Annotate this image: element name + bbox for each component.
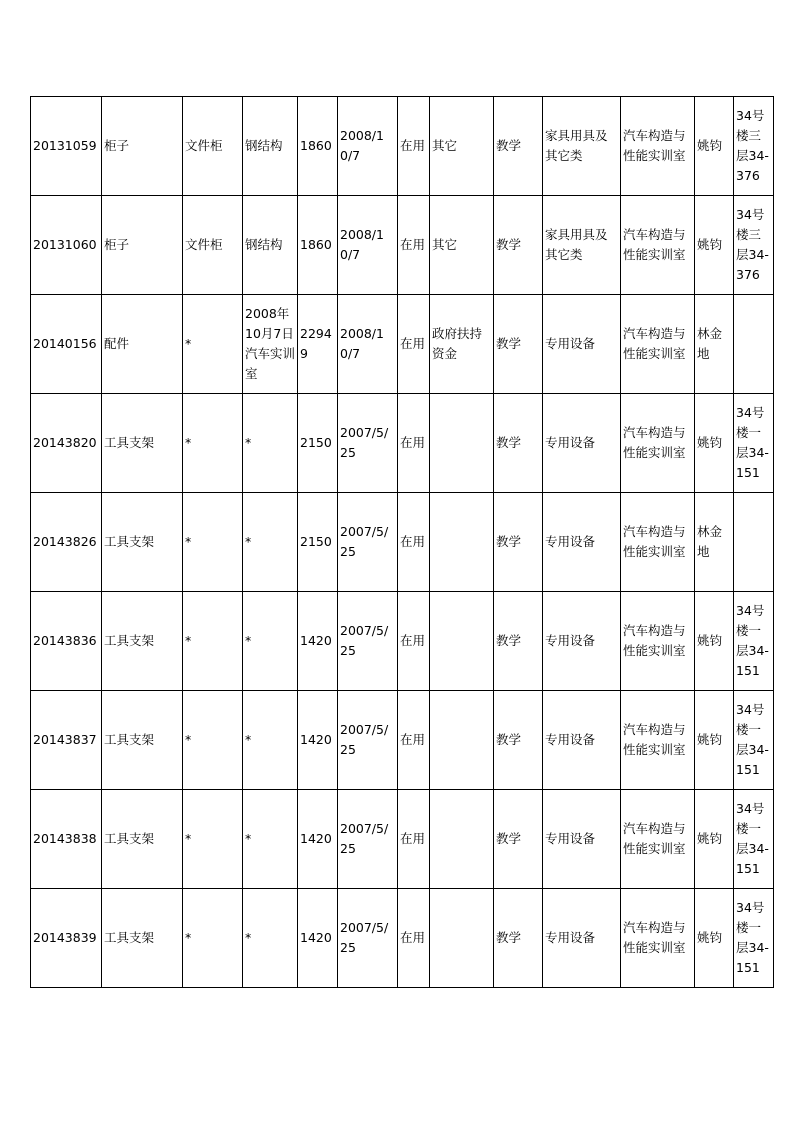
price-cell: 1420 <box>298 592 338 691</box>
spec-cell: 钢结构 <box>243 97 298 196</box>
usage-cell: 教学 <box>494 493 543 592</box>
purchase-date-cell: 2008/10/7 <box>338 97 398 196</box>
keeper-cell: 林金地 <box>695 295 734 394</box>
funding-source-cell <box>430 691 494 790</box>
keeper-cell: 姚钧 <box>695 691 734 790</box>
purchase-date-cell: 2007/5/25 <box>338 493 398 592</box>
funding-source-cell <box>430 394 494 493</box>
price-cell: 1420 <box>298 790 338 889</box>
price-cell: 2150 <box>298 493 338 592</box>
price-cell: 1420 <box>298 889 338 988</box>
spec-cell: * <box>243 592 298 691</box>
asset-id-cell: 20143836 <box>31 592 102 691</box>
category-cell: 家具用具及其它类 <box>543 196 621 295</box>
model-cell: * <box>183 295 243 394</box>
price-cell: 1860 <box>298 97 338 196</box>
funding-source-cell <box>430 790 494 889</box>
purchase-date-cell: 2007/5/25 <box>338 592 398 691</box>
model-cell: * <box>183 790 243 889</box>
spec-cell: * <box>243 889 298 988</box>
location-cell <box>734 493 774 592</box>
table-row <box>31 97 774 196</box>
model-cell: * <box>183 394 243 493</box>
status-cell: 在用 <box>398 196 430 295</box>
asset-name-cell: 工具支架 <box>102 394 183 493</box>
keeper-cell: 姚钧 <box>695 394 734 493</box>
table-row <box>31 196 774 295</box>
price-cell: 1860 <box>298 196 338 295</box>
asset-name-cell: 工具支架 <box>102 691 183 790</box>
category-cell: 专用设备 <box>543 790 621 889</box>
table-row <box>31 394 774 493</box>
keeper-cell: 姚钧 <box>695 196 734 295</box>
usage-cell: 教学 <box>494 97 543 196</box>
asset-id-cell: 20143826 <box>31 493 102 592</box>
department-cell: 汽车构造与性能实训室 <box>621 295 695 394</box>
department-cell: 汽车构造与性能实训室 <box>621 493 695 592</box>
funding-source-cell: 其它 <box>430 97 494 196</box>
funding-source-cell: 其它 <box>430 196 494 295</box>
table-row <box>31 691 774 790</box>
spec-cell: 2008年10月7日汽车实训室 <box>243 295 298 394</box>
model-cell: * <box>183 592 243 691</box>
purchase-date-cell: 2007/5/25 <box>338 889 398 988</box>
price-cell: 22949 <box>298 295 338 394</box>
location-cell: 34号楼一层34-151 <box>734 592 774 691</box>
usage-cell: 教学 <box>494 196 543 295</box>
location-cell: 34号楼一层34-151 <box>734 691 774 790</box>
purchase-date-cell: 2008/10/7 <box>338 196 398 295</box>
asset-id-cell: 20131059 <box>31 97 102 196</box>
usage-cell: 教学 <box>494 394 543 493</box>
asset-name-cell: 配件 <box>102 295 183 394</box>
table-row <box>31 889 774 988</box>
asset-name-cell: 工具支架 <box>102 790 183 889</box>
usage-cell: 教学 <box>494 691 543 790</box>
table-row <box>31 295 774 394</box>
asset-id-cell: 20143837 <box>31 691 102 790</box>
category-cell: 专用设备 <box>543 493 621 592</box>
price-cell: 2150 <box>298 394 338 493</box>
price-cell: 1420 <box>298 691 338 790</box>
status-cell: 在用 <box>398 691 430 790</box>
department-cell: 汽车构造与性能实训室 <box>621 889 695 988</box>
table-row <box>31 592 774 691</box>
keeper-cell: 姚钧 <box>695 97 734 196</box>
category-cell: 专用设备 <box>543 295 621 394</box>
status-cell: 在用 <box>398 295 430 394</box>
asset-id-cell: 20143839 <box>31 889 102 988</box>
asset-table <box>30 96 774 988</box>
status-cell: 在用 <box>398 394 430 493</box>
department-cell: 汽车构造与性能实训室 <box>621 790 695 889</box>
department-cell: 汽车构造与性能实训室 <box>621 196 695 295</box>
location-cell: 34号楼三层34-376 <box>734 196 774 295</box>
category-cell: 专用设备 <box>543 691 621 790</box>
keeper-cell: 姚钧 <box>695 889 734 988</box>
location-cell: 34号楼一层34-151 <box>734 394 774 493</box>
spec-cell: * <box>243 691 298 790</box>
asset-table-body <box>31 97 774 988</box>
status-cell: 在用 <box>398 889 430 988</box>
asset-name-cell: 工具支架 <box>102 889 183 988</box>
funding-source-cell <box>430 493 494 592</box>
category-cell: 家具用具及其它类 <box>543 97 621 196</box>
spec-cell: 钢结构 <box>243 196 298 295</box>
status-cell: 在用 <box>398 97 430 196</box>
location-cell: 34号楼一层34-151 <box>734 790 774 889</box>
table-row <box>31 790 774 889</box>
status-cell: 在用 <box>398 592 430 691</box>
spec-cell: * <box>243 790 298 889</box>
category-cell: 专用设备 <box>543 394 621 493</box>
asset-id-cell: 20143838 <box>31 790 102 889</box>
status-cell: 在用 <box>398 790 430 889</box>
asset-name-cell: 柜子 <box>102 196 183 295</box>
usage-cell: 教学 <box>494 889 543 988</box>
keeper-cell: 姚钧 <box>695 592 734 691</box>
model-cell: * <box>183 691 243 790</box>
category-cell: 专用设备 <box>543 592 621 691</box>
model-cell: 文件柜 <box>183 196 243 295</box>
asset-name-cell: 工具支架 <box>102 493 183 592</box>
keeper-cell: 姚钧 <box>695 790 734 889</box>
location-cell: 34号楼一层34-151 <box>734 889 774 988</box>
funding-source-cell <box>430 592 494 691</box>
spec-cell: * <box>243 394 298 493</box>
keeper-cell: 林金地 <box>695 493 734 592</box>
purchase-date-cell: 2007/5/25 <box>338 790 398 889</box>
model-cell: 文件柜 <box>183 97 243 196</box>
asset-id-cell: 20131060 <box>31 196 102 295</box>
asset-name-cell: 柜子 <box>102 97 183 196</box>
funding-source-cell <box>430 889 494 988</box>
category-cell: 专用设备 <box>543 889 621 988</box>
model-cell: * <box>183 493 243 592</box>
asset-name-cell: 工具支架 <box>102 592 183 691</box>
usage-cell: 教学 <box>494 790 543 889</box>
purchase-date-cell: 2007/5/25 <box>338 394 398 493</box>
usage-cell: 教学 <box>494 295 543 394</box>
spec-cell: * <box>243 493 298 592</box>
table-row <box>31 493 774 592</box>
department-cell: 汽车构造与性能实训室 <box>621 592 695 691</box>
department-cell: 汽车构造与性能实训室 <box>621 97 695 196</box>
asset-id-cell: 20143820 <box>31 394 102 493</box>
funding-source-cell: 政府扶持资金 <box>430 295 494 394</box>
purchase-date-cell: 2008/10/7 <box>338 295 398 394</box>
location-cell <box>734 295 774 394</box>
model-cell: * <box>183 889 243 988</box>
department-cell: 汽车构造与性能实训室 <box>621 394 695 493</box>
asset-id-cell: 20140156 <box>31 295 102 394</box>
usage-cell: 教学 <box>494 592 543 691</box>
status-cell: 在用 <box>398 493 430 592</box>
location-cell: 34号楼三层34-376 <box>734 97 774 196</box>
department-cell: 汽车构造与性能实训室 <box>621 691 695 790</box>
purchase-date-cell: 2007/5/25 <box>338 691 398 790</box>
